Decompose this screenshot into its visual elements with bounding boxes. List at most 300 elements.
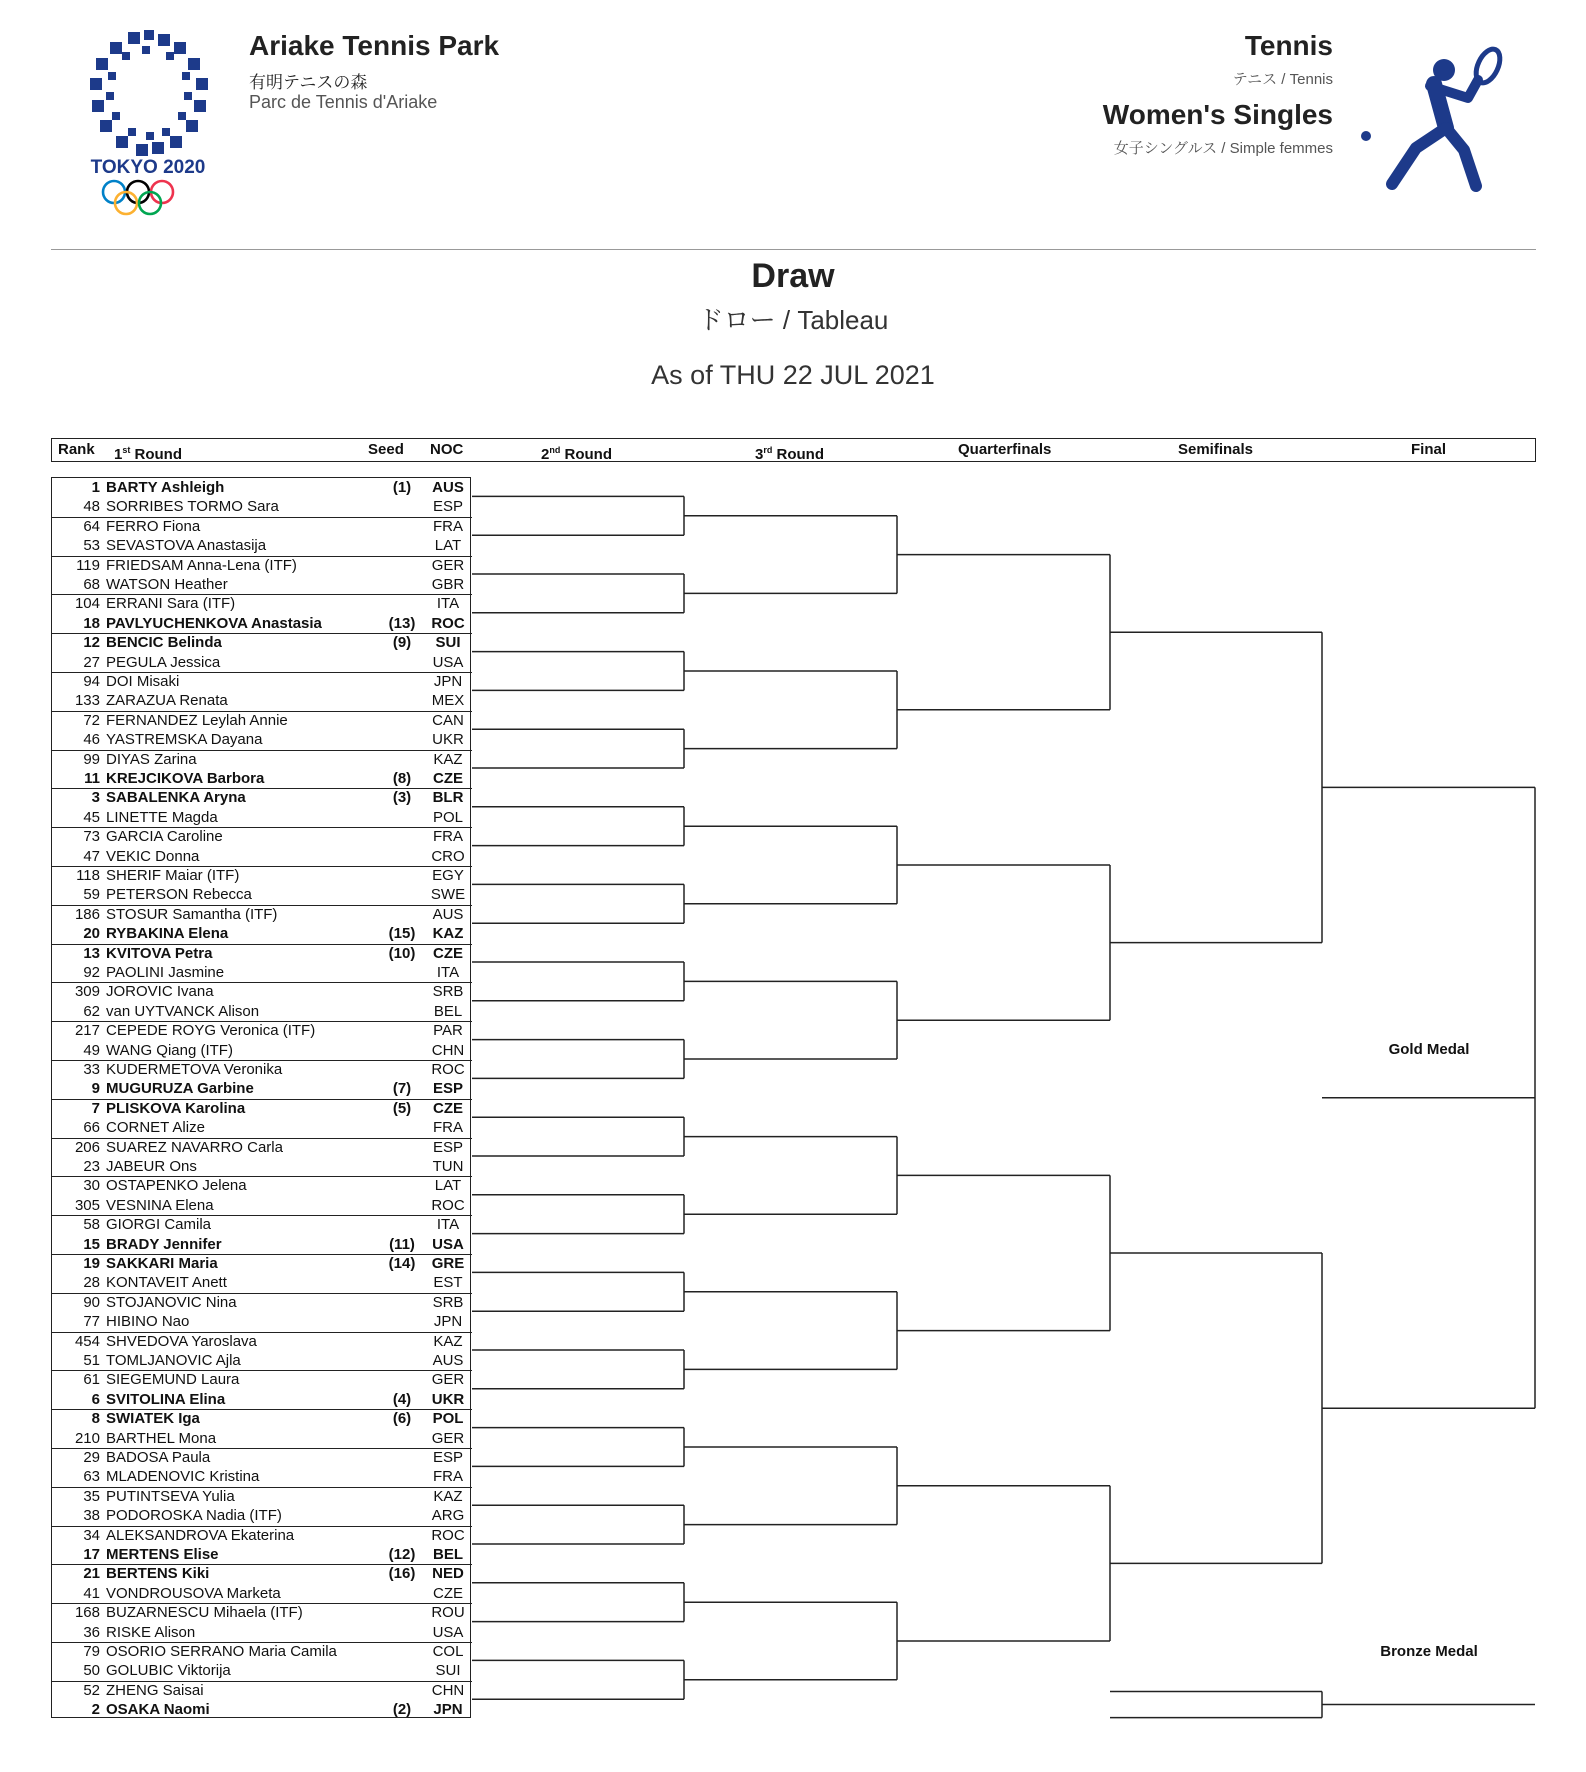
venue-name-ja: 有明テニスの森 xyxy=(249,73,368,92)
player-rank: 15 xyxy=(83,1235,100,1253)
player-rank: 63 xyxy=(83,1468,100,1486)
player-noc: LAT xyxy=(434,1177,462,1195)
player-seed: (3) xyxy=(392,789,412,807)
player-row xyxy=(52,769,472,789)
player-rank: 454 xyxy=(74,1332,100,1350)
player-noc: KAZ xyxy=(433,750,463,768)
player-row xyxy=(52,653,472,673)
player-row xyxy=(52,1467,472,1487)
player-rank: 77 xyxy=(83,1313,100,1331)
player-noc: SRB xyxy=(432,1293,464,1311)
player-rank: 13 xyxy=(83,944,100,962)
player-rank: 45 xyxy=(83,808,100,826)
player-rank: 49 xyxy=(83,1041,100,1059)
player-row xyxy=(52,1642,472,1661)
player-row xyxy=(52,711,472,730)
sport-separator: / xyxy=(1281,71,1286,88)
player-rank: 3 xyxy=(91,789,100,807)
player-rank: 94 xyxy=(83,673,100,690)
player-rank: 305 xyxy=(74,1196,100,1214)
tokyo-2020-emblem-icon xyxy=(78,28,218,218)
player-rank: 133 xyxy=(74,692,100,710)
player-noc: JPN xyxy=(433,673,463,690)
player-row xyxy=(52,633,472,652)
player-rank: 18 xyxy=(83,614,100,632)
player-name: SIEGEMUND Laura xyxy=(106,1371,240,1389)
player-name: MLADENOVIC Kristina xyxy=(106,1468,260,1486)
player-row xyxy=(52,672,472,691)
player-name: SVITOLINA Elina xyxy=(106,1390,226,1408)
player-rank: 29 xyxy=(83,1449,100,1466)
player-rank: 19 xyxy=(83,1255,100,1272)
col-header-round3 xyxy=(755,441,824,464)
player-rank: 64 xyxy=(83,517,100,535)
player-row xyxy=(52,1235,472,1255)
player-noc: GER xyxy=(431,1371,465,1389)
player-rank: 104 xyxy=(74,595,100,613)
col-header-final: Final xyxy=(1411,441,1447,458)
player-noc: KAZ xyxy=(433,1332,463,1350)
player-row xyxy=(52,1060,472,1079)
event-name: Women's Singles xyxy=(1102,99,1333,130)
player-rank: 58 xyxy=(83,1216,100,1234)
player-row xyxy=(52,1603,472,1622)
player-row xyxy=(52,1429,472,1449)
player-seed: (4) xyxy=(392,1390,412,1408)
player-name: JABEUR Ons xyxy=(106,1158,197,1175)
player-row xyxy=(52,982,472,1001)
player-row xyxy=(52,885,472,905)
player-name: STOSUR Samantha (ITF) xyxy=(106,905,278,923)
player-noc: ROC xyxy=(431,1196,465,1214)
player-name: BARTY Ashleigh xyxy=(106,479,225,496)
player-name: van UYTVANCK Alison xyxy=(106,1002,260,1020)
round2-sup: nd xyxy=(549,445,561,455)
player-noc: GER xyxy=(431,556,465,574)
player-seed: (7) xyxy=(392,1080,412,1098)
player-name: PLISKOVA Karolina xyxy=(106,1099,246,1117)
player-name: SWIATEK Iga xyxy=(106,1410,200,1428)
player-row xyxy=(52,1681,472,1700)
player-rank: 8 xyxy=(91,1410,100,1428)
player-name: PAOLINI Jasmine xyxy=(106,964,225,981)
player-row xyxy=(52,788,472,807)
player-row xyxy=(52,517,472,536)
player-noc: CZE xyxy=(433,944,463,962)
round2-label: Round xyxy=(560,446,612,463)
header-divider xyxy=(51,249,1536,250)
player-row xyxy=(52,1332,472,1351)
event-name-fr: Simple femmes xyxy=(1229,140,1333,157)
player-row xyxy=(52,1506,472,1526)
player-row xyxy=(52,1293,472,1312)
player-noc: TUN xyxy=(432,1158,464,1175)
player-name: BRADY Jennifer xyxy=(106,1235,222,1253)
player-row xyxy=(52,905,472,924)
player-noc: EGY xyxy=(432,867,464,884)
player-row xyxy=(52,575,472,595)
player-rank: 33 xyxy=(83,1061,100,1078)
player-seed: (8) xyxy=(392,770,412,787)
player-name: DOI Misaki xyxy=(106,673,180,690)
player-name: RYBAKINA Elena xyxy=(106,925,229,943)
player-noc: SUI xyxy=(435,634,461,652)
player-row xyxy=(52,691,472,711)
player-name: OSAKA Naomi xyxy=(106,1701,210,1719)
player-row xyxy=(52,497,472,517)
player-rank: 9 xyxy=(91,1080,100,1098)
player-seed: (15) xyxy=(388,925,416,943)
player-rank: 118 xyxy=(76,867,100,884)
player-row xyxy=(52,1526,472,1545)
page-title-ja: ドロー xyxy=(697,305,776,335)
player-rank: 217 xyxy=(74,1022,100,1040)
player-noc: CAN xyxy=(432,711,464,729)
player-rank: 309 xyxy=(74,983,100,1001)
as-of-date: As of THU 22 JUL 2021 xyxy=(651,360,935,390)
player-rank: 35 xyxy=(83,1487,100,1505)
player-noc: ITA xyxy=(436,964,460,981)
player-noc: COL xyxy=(432,1643,464,1660)
player-rank: 186 xyxy=(74,905,100,923)
player-noc: BEL xyxy=(433,1002,463,1020)
player-rank: 66 xyxy=(83,1119,100,1137)
player-noc: USA xyxy=(432,1623,464,1641)
bronze-medal-label: Bronze Medal xyxy=(1380,1643,1478,1660)
player-name: SHVEDOVA Yaroslava xyxy=(106,1332,257,1350)
player-name: JOROVIC Ivana xyxy=(106,983,214,1001)
player-name: BERTENS Kiki xyxy=(106,1565,210,1583)
player-rank: 62 xyxy=(83,1002,100,1020)
player-noc: GER xyxy=(431,1429,465,1447)
player-rank: 41 xyxy=(83,1584,100,1602)
player-rank: 21 xyxy=(83,1565,100,1583)
player-noc: JPN xyxy=(433,1313,463,1331)
player-row xyxy=(52,1138,472,1157)
player-row xyxy=(52,1448,472,1467)
player-name: ERRANI Sara (ITF) xyxy=(106,595,236,613)
player-name: SHERIF Maiar (ITF) xyxy=(106,867,240,884)
player-noc: ESP xyxy=(432,1138,463,1156)
player-name: SABALENKA Aryna xyxy=(106,789,246,807)
player-row xyxy=(52,1564,472,1583)
player-rank: 92 xyxy=(83,964,100,981)
player-noc: MEX xyxy=(431,692,465,710)
page-title-fr: Tableau xyxy=(797,305,889,335)
page-subtitle xyxy=(0,300,1586,337)
player-noc: PAR xyxy=(433,1022,463,1040)
player-row xyxy=(52,1700,472,1719)
player-rank: 73 xyxy=(83,828,100,846)
title-separator: / xyxy=(782,305,791,335)
player-rank: 36 xyxy=(83,1623,100,1641)
player-noc: NED xyxy=(432,1565,464,1583)
player-row xyxy=(52,827,472,846)
player-rank: 12 xyxy=(83,634,100,652)
player-rank: 168 xyxy=(74,1604,100,1622)
player-seed: (5) xyxy=(392,1099,412,1117)
player-rank: 50 xyxy=(83,1662,100,1680)
player-row xyxy=(52,1409,472,1428)
player-rank: 79 xyxy=(83,1643,100,1660)
sport-name: Tennis xyxy=(1244,30,1333,61)
player-row xyxy=(52,1390,472,1410)
player-row xyxy=(52,1021,472,1040)
player-row xyxy=(52,1215,472,1234)
player-seed: (1) xyxy=(392,479,412,496)
player-row xyxy=(52,536,472,556)
player-row xyxy=(52,1545,472,1565)
event-subtitle xyxy=(1114,137,1333,158)
player-row xyxy=(52,1584,472,1604)
player-rank: 68 xyxy=(83,576,100,593)
player-seed: (6) xyxy=(392,1410,412,1428)
player-name: ALEKSANDROVA Ekaterina xyxy=(106,1526,295,1544)
player-name: YASTREMSKA Dayana xyxy=(106,731,263,749)
player-rank: 23 xyxy=(83,1158,100,1175)
round1-number: 1 xyxy=(114,446,123,463)
col-header-noc: NOC xyxy=(430,441,464,458)
player-noc: ARG xyxy=(431,1507,465,1525)
player-row xyxy=(52,1118,472,1138)
player-rank: 47 xyxy=(83,847,100,865)
player-row xyxy=(52,944,472,963)
player-name: WANG Qiang (ITF) xyxy=(106,1041,233,1059)
player-noc: POL xyxy=(432,808,463,826)
player-seed: (13) xyxy=(388,614,416,632)
tennis-pictogram-icon xyxy=(1350,40,1510,200)
player-name: FERNANDEZ Leylah Annie xyxy=(106,711,288,729)
player-name: VONDROUSOVA Marketa xyxy=(106,1584,281,1602)
player-name: PUTINTSEVA Yulia xyxy=(106,1487,235,1505)
col-header-rank: Rank xyxy=(58,441,95,458)
player-noc: ESP xyxy=(432,1080,463,1098)
player-row xyxy=(52,1312,472,1332)
player-noc: JPN xyxy=(433,1701,463,1719)
player-name: MERTENS Elise xyxy=(106,1546,219,1563)
round3-label: Round xyxy=(772,446,824,463)
player-rank: 59 xyxy=(83,886,100,904)
player-row xyxy=(52,1273,472,1293)
col-header-seed: Seed xyxy=(368,441,404,458)
player-rank: 6 xyxy=(91,1390,100,1408)
player-noc: SUI xyxy=(435,1662,461,1680)
venue-name: Ariake Tennis Park xyxy=(249,30,500,61)
col-header-round2 xyxy=(541,441,612,464)
player-noc: KAZ xyxy=(433,1487,463,1505)
player-noc: KAZ xyxy=(432,925,464,943)
player-noc: FRA xyxy=(433,517,463,535)
player-noc: ESP xyxy=(432,1449,463,1466)
player-rank: 27 xyxy=(83,653,100,671)
player-rank: 30 xyxy=(83,1177,100,1195)
player-name: PODOROSKA Nadia (ITF) xyxy=(106,1507,282,1525)
round2-number: 2 xyxy=(541,446,550,463)
player-noc: AUS xyxy=(432,479,464,496)
column-header-bar xyxy=(51,438,1536,462)
player-seed: (10) xyxy=(388,944,416,962)
player-rank: 61 xyxy=(83,1371,100,1389)
player-row xyxy=(52,1370,472,1389)
player-name: PEGULA Jessica xyxy=(106,653,221,671)
gold-medal-label: Gold Medal xyxy=(1388,1041,1470,1058)
player-noc: BEL xyxy=(433,1546,463,1563)
player-name: SORRIBES TORMO Sara xyxy=(106,498,279,516)
player-row xyxy=(52,808,472,828)
player-name: SEVASTOVA Anastasija xyxy=(106,537,267,555)
player-noc: UKR xyxy=(431,1390,465,1408)
player-noc: BLR xyxy=(432,789,464,807)
player-name: KVITOVA Petra xyxy=(106,944,213,962)
player-name: DIYAS Zarina xyxy=(106,750,197,768)
player-row xyxy=(52,963,472,983)
player-name: BENCIC Belinda xyxy=(106,634,222,652)
player-noc: EST xyxy=(433,1274,463,1292)
player-noc: POL xyxy=(432,1410,464,1428)
player-name: STOJANOVIC Nina xyxy=(106,1293,237,1311)
col-header-semifinals: Semifinals xyxy=(1178,441,1254,458)
player-name: OSTAPENKO Jelena xyxy=(106,1177,247,1195)
player-name: SAKKARI Maria xyxy=(106,1255,218,1272)
sport-name-fr: Tennis xyxy=(1289,71,1333,88)
first-round-table xyxy=(51,477,471,1718)
player-rank: 210 xyxy=(74,1429,100,1447)
player-name: GIORGI Camila xyxy=(106,1216,212,1234)
player-row xyxy=(52,1661,472,1681)
event-name-ja: 女子シングルス xyxy=(1113,140,1218,157)
player-noc: GRE xyxy=(431,1255,465,1272)
player-name: PAVLYUCHENKOVA Anastasia xyxy=(106,614,322,632)
player-row xyxy=(52,556,472,575)
player-name: HIBINO Nao xyxy=(106,1313,190,1331)
player-noc: CHN xyxy=(431,1041,465,1059)
player-rank: 1 xyxy=(91,479,100,496)
player-noc: FRA xyxy=(433,1119,463,1137)
player-row xyxy=(52,1351,472,1371)
player-noc: ITA xyxy=(436,1216,460,1234)
player-noc: UKR xyxy=(432,731,464,749)
player-rank: 20 xyxy=(83,925,100,943)
player-name: KUDERMETOVA Veronika xyxy=(106,1061,283,1078)
player-name: FRIEDSAM Anna-Lena (ITF) xyxy=(106,556,297,574)
player-name: OSORIO SERRANO Maria Camila xyxy=(106,1643,337,1660)
player-rank: 11 xyxy=(84,770,100,787)
sport-name-ja: テニス xyxy=(1232,71,1278,88)
col-header-quarterfinals: Quarterfinals xyxy=(958,441,1052,458)
player-name: LINETTE Magda xyxy=(106,808,218,826)
player-name: WATSON Heather xyxy=(106,576,228,593)
player-rank: 206 xyxy=(74,1138,100,1156)
player-rank: 46 xyxy=(83,731,100,749)
player-noc: USA xyxy=(432,653,464,671)
player-row xyxy=(52,1079,472,1099)
page-title: Draw xyxy=(751,257,835,295)
player-row xyxy=(52,1002,472,1022)
event-separator: / xyxy=(1221,140,1226,157)
player-rank: 28 xyxy=(83,1274,100,1292)
player-rank: 48 xyxy=(83,498,100,516)
player-rank: 90 xyxy=(83,1293,100,1311)
player-noc: SWE xyxy=(430,886,466,904)
player-row xyxy=(52,1196,472,1216)
player-rank: 2 xyxy=(91,1701,100,1719)
player-noc: LAT xyxy=(434,537,462,555)
sport-subtitle xyxy=(1233,68,1333,89)
player-name: CEPEDE ROYG Veronica (ITF) xyxy=(106,1022,316,1040)
player-rank: 53 xyxy=(83,537,100,555)
player-seed: (16) xyxy=(388,1565,416,1583)
player-noc: GBR xyxy=(431,576,465,593)
player-rank: 38 xyxy=(83,1507,100,1525)
player-noc: CHN xyxy=(431,1681,465,1699)
player-noc: CZE xyxy=(433,1099,463,1117)
player-seed: (2) xyxy=(392,1701,412,1719)
player-row xyxy=(52,594,472,613)
player-row xyxy=(52,1176,472,1195)
player-name: BADOSA Paula xyxy=(106,1449,211,1466)
player-noc: ESP xyxy=(432,498,463,516)
player-name: GARCIA Caroline xyxy=(106,828,223,846)
player-name: PETERSON Rebecca xyxy=(106,886,252,904)
player-name: TOMLJANOVIC Ajla xyxy=(106,1352,241,1369)
player-name: CORNET Alize xyxy=(106,1119,205,1137)
player-name: MUGURUZA Garbine xyxy=(106,1080,254,1098)
player-row xyxy=(52,614,472,634)
player-row xyxy=(52,1157,472,1177)
round3-number: 3 xyxy=(755,446,764,463)
player-row xyxy=(52,730,472,750)
round1-sup: st xyxy=(122,445,131,455)
player-name: KREJCIKOVA Barbora xyxy=(106,770,265,787)
player-name: BUZARNESCU Mihaela (ITF) xyxy=(106,1604,303,1622)
player-rank: 51 xyxy=(83,1352,100,1369)
player-noc: CZE xyxy=(433,1584,463,1602)
round1-label: Round xyxy=(130,446,183,463)
player-name: BARTHEL Mona xyxy=(106,1429,217,1447)
player-row xyxy=(52,866,472,885)
player-rank: 17 xyxy=(83,1546,100,1563)
player-seed: (9) xyxy=(392,634,412,652)
player-rank: 99 xyxy=(83,750,100,768)
player-name: GOLUBIC Viktorija xyxy=(106,1662,231,1680)
player-noc: ROC xyxy=(431,614,465,632)
player-name: VEKIC Donna xyxy=(106,847,200,865)
player-rank: 34 xyxy=(83,1526,100,1544)
player-name: VESNINA Elena xyxy=(106,1196,214,1214)
player-name: RISKE Alison xyxy=(106,1623,196,1641)
player-noc: CZE xyxy=(433,770,463,787)
player-name: ZARAZUA Renata xyxy=(106,692,228,710)
player-row xyxy=(52,750,472,769)
player-noc: CRO xyxy=(431,847,465,865)
player-rank: 52 xyxy=(83,1681,100,1699)
player-name: FERRO Fiona xyxy=(106,517,201,535)
player-rank: 7 xyxy=(91,1099,100,1117)
tokyo-2020-logo xyxy=(78,28,218,218)
player-name: SUAREZ NAVARRO Carla xyxy=(106,1138,283,1156)
venue-name-fr: Parc de Tennis d'Ariake xyxy=(249,92,438,112)
player-noc: SRB xyxy=(432,983,464,1001)
player-row xyxy=(52,1487,472,1506)
player-name: KONTAVEIT Anett xyxy=(106,1274,227,1292)
player-noc: USA xyxy=(432,1235,464,1253)
player-noc: FRA xyxy=(433,1468,463,1486)
player-seed: (14) xyxy=(388,1255,416,1272)
svg-text:TOKYO 2020: TOKYO 2020 xyxy=(90,157,206,178)
player-row xyxy=(52,1041,472,1061)
player-row xyxy=(52,1099,472,1118)
player-seed: (11) xyxy=(389,1235,415,1253)
